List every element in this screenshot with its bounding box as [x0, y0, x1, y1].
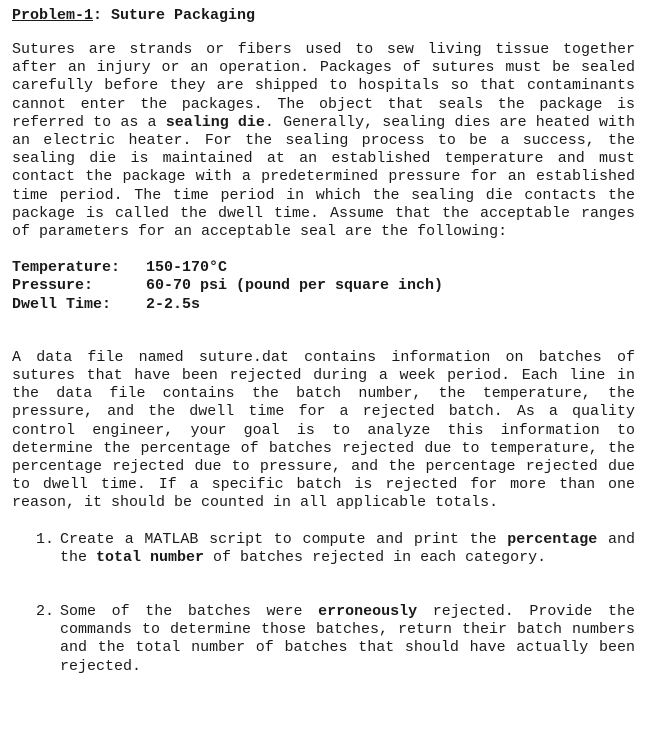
intro-paragraph [12, 41, 635, 241]
task-number: 2. [36, 603, 55, 621]
task-text [60, 603, 635, 676]
data-file-paragraph: A data file named suture.dat contains information on batches of sutures that have been rejected during a week period. Each line in the data file contains the batch number, the temperature, the pressure, and the dwell time for a rejected batch. As a quality control engineer, your goal is to analyze this information to determine the percentage of batches rejected due to temperature, the percentage rejected due to pressure, and the percentage rejected due to dwell time. If a specific batch is rejected for more than one reason, it should be counted in all applicable totals. [12, 348, 635, 512]
document-page [12, 6, 635, 676]
problem-label: Problem-1 [12, 7, 94, 24]
parameter-value: 150-170°C [146, 259, 228, 277]
task-emphasis: total number [96, 548, 205, 566]
parameter-label: Dwell Time: [12, 295, 112, 313]
parameter-value: 2-2.5s [146, 295, 201, 313]
task-text-part: Create a MATLAB script to compute and print the [60, 530, 508, 548]
task-text-part: of batches rejected in each category. [204, 548, 547, 566]
task-text [60, 531, 635, 567]
parameter-label: Pressure: [12, 277, 94, 295]
task-text-part: Some of the batches were [60, 603, 319, 621]
problem-title-text: : Suture Packaging [93, 7, 256, 24]
parameter-value: 60-70 psi (pound per square inch) [146, 277, 444, 295]
task-text-part: and the [60, 530, 635, 566]
parameter-row-dwell-time [12, 296, 635, 314]
sealing-die-term: sealing die [165, 113, 265, 131]
parameter-list [12, 259, 635, 314]
problem-title [12, 6, 635, 26]
task-item-1 [12, 531, 635, 567]
parameter-row-pressure [12, 277, 635, 295]
task-list [12, 531, 635, 676]
task-item-2 [12, 603, 635, 676]
task-emphasis: percentage [507, 530, 598, 548]
task-emphasis: erroneously [318, 603, 418, 621]
parameter-row-temperature [12, 259, 635, 277]
task-number: 1. [36, 530, 55, 548]
task-text-part: rejected. Provide the commands to determine those batches, return their batch numbers and the total number of batches that should have actually been rejected. [60, 603, 635, 675]
parameter-label: Temperature: [12, 259, 121, 277]
intro-text-2: . Generally, sealing dies are heated with an electric heater. For the sealing process to be a success, the sealing die is maintained at an established temperature and must contact the package with a predetermined pressure for an established time period. The time period in which the sealing die contacts the package is called the dwell time. Assume that the acceptable ranges of parameters for an acceptable seal are the following: [12, 113, 635, 241]
intro-text-1: Sutures are strands or fibers used to sew living tissue together after an injury or an operation. Packages of sutures must be sealed carefully before they are shipped to hospitals so that contaminants cannot enter the packages. The object that seals the package is referred to as a [12, 41, 635, 131]
